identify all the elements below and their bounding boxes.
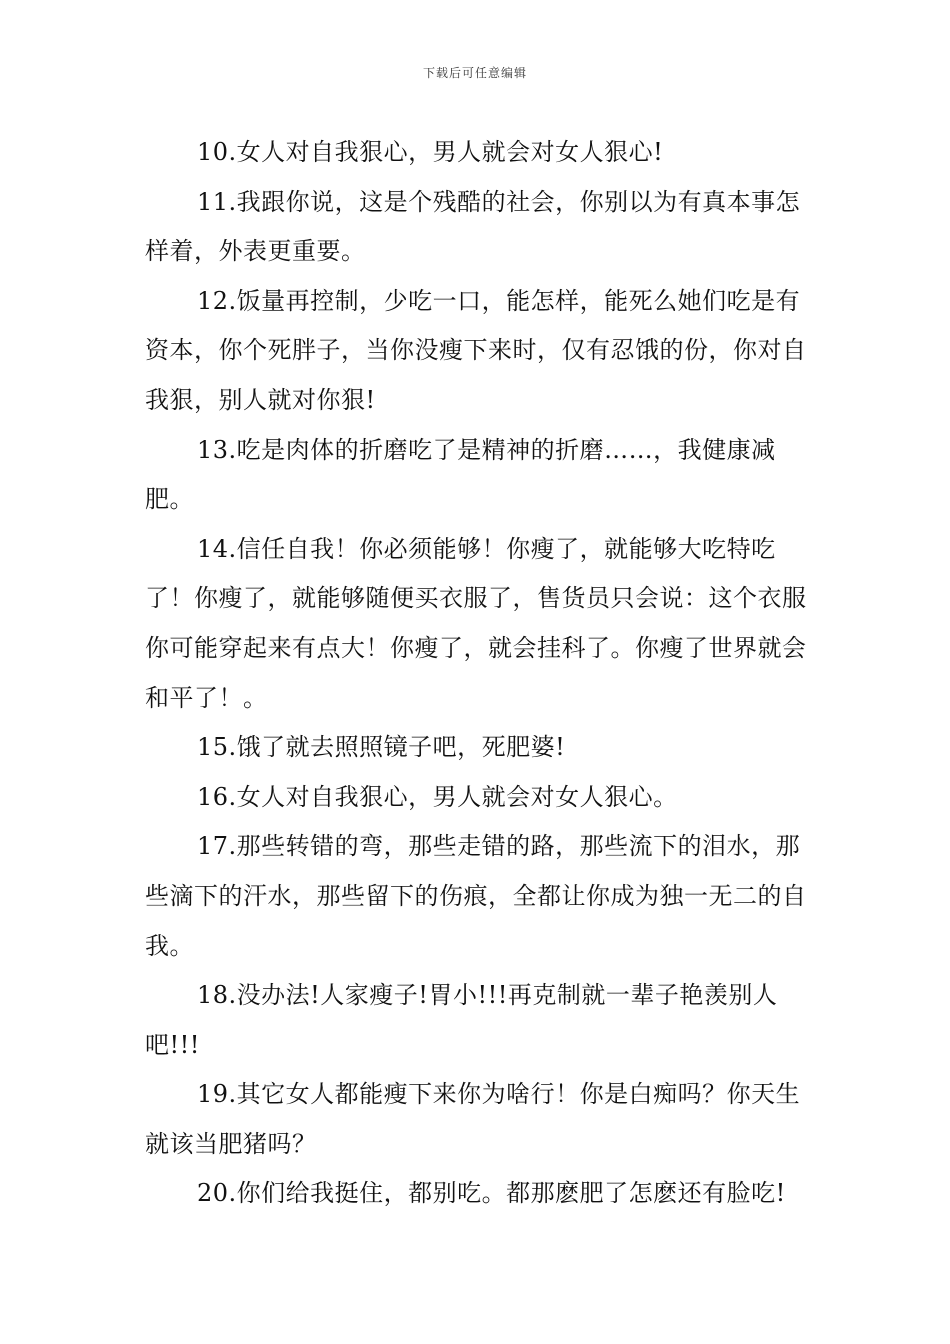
paragraph-12: 12.饭量再控制，少吃一口，能怎样，能死么她们吃是有资本，你个死胖子，当你没瘦下来时，仅有忍饿的份，你对自我狠，别人就对你狠!	[145, 286, 807, 414]
paragraph-13: 13.吃是肉体的折磨吃了是精神的折磨……，我健康减肥。	[145, 435, 776, 514]
paragraph-20: 20.你们给我挺住，都别吃。都那麽肥了怎麽还有脸吃!	[197, 1179, 786, 1208]
paragraph-16: 16.女人对自我狠心，男人就会对女人狠心。	[197, 782, 678, 811]
paragraph-11: 11.我跟你说，这是个残酷的社会，你别以为有真本事怎样着，外表更重要。	[145, 187, 801, 266]
paragraph-17: 17.那些转错的弯，那些走错的路，那些流下的泪水，那些滴下的汗水，那些留下的伤痕，全都让你成为独一无二的自我。	[145, 832, 807, 960]
paragraph-18: 18.没办法!人家瘦子!胃小!!!再克制就一辈子艳羡别人吧!!!	[145, 981, 778, 1059]
page-header-note: 下载后可任意编辑	[422, 66, 527, 80]
paragraph-10: 10.女人对自我狠心，男人就会对女人狠心!	[197, 138, 664, 166]
paragraph-14: 14.信任自我！你必须能够！你瘦了，就能够大吃特吃了！你瘦了，就能够随便买衣服了，售货员只会说：这个衣服你可能穿起来有点大！你瘦了，就会挂科了。你瘦了世界就会和平了！。	[145, 534, 807, 712]
paragraph-15: 15.饿了就去照照镜子吧，死肥婆!	[197, 733, 566, 762]
paragraph-19: 19.其它女人都能瘦下来你为啥行！你是白痴吗？你天生就该当肥猪吗？	[145, 1080, 801, 1158]
document-body	[145, 128, 810, 1219]
